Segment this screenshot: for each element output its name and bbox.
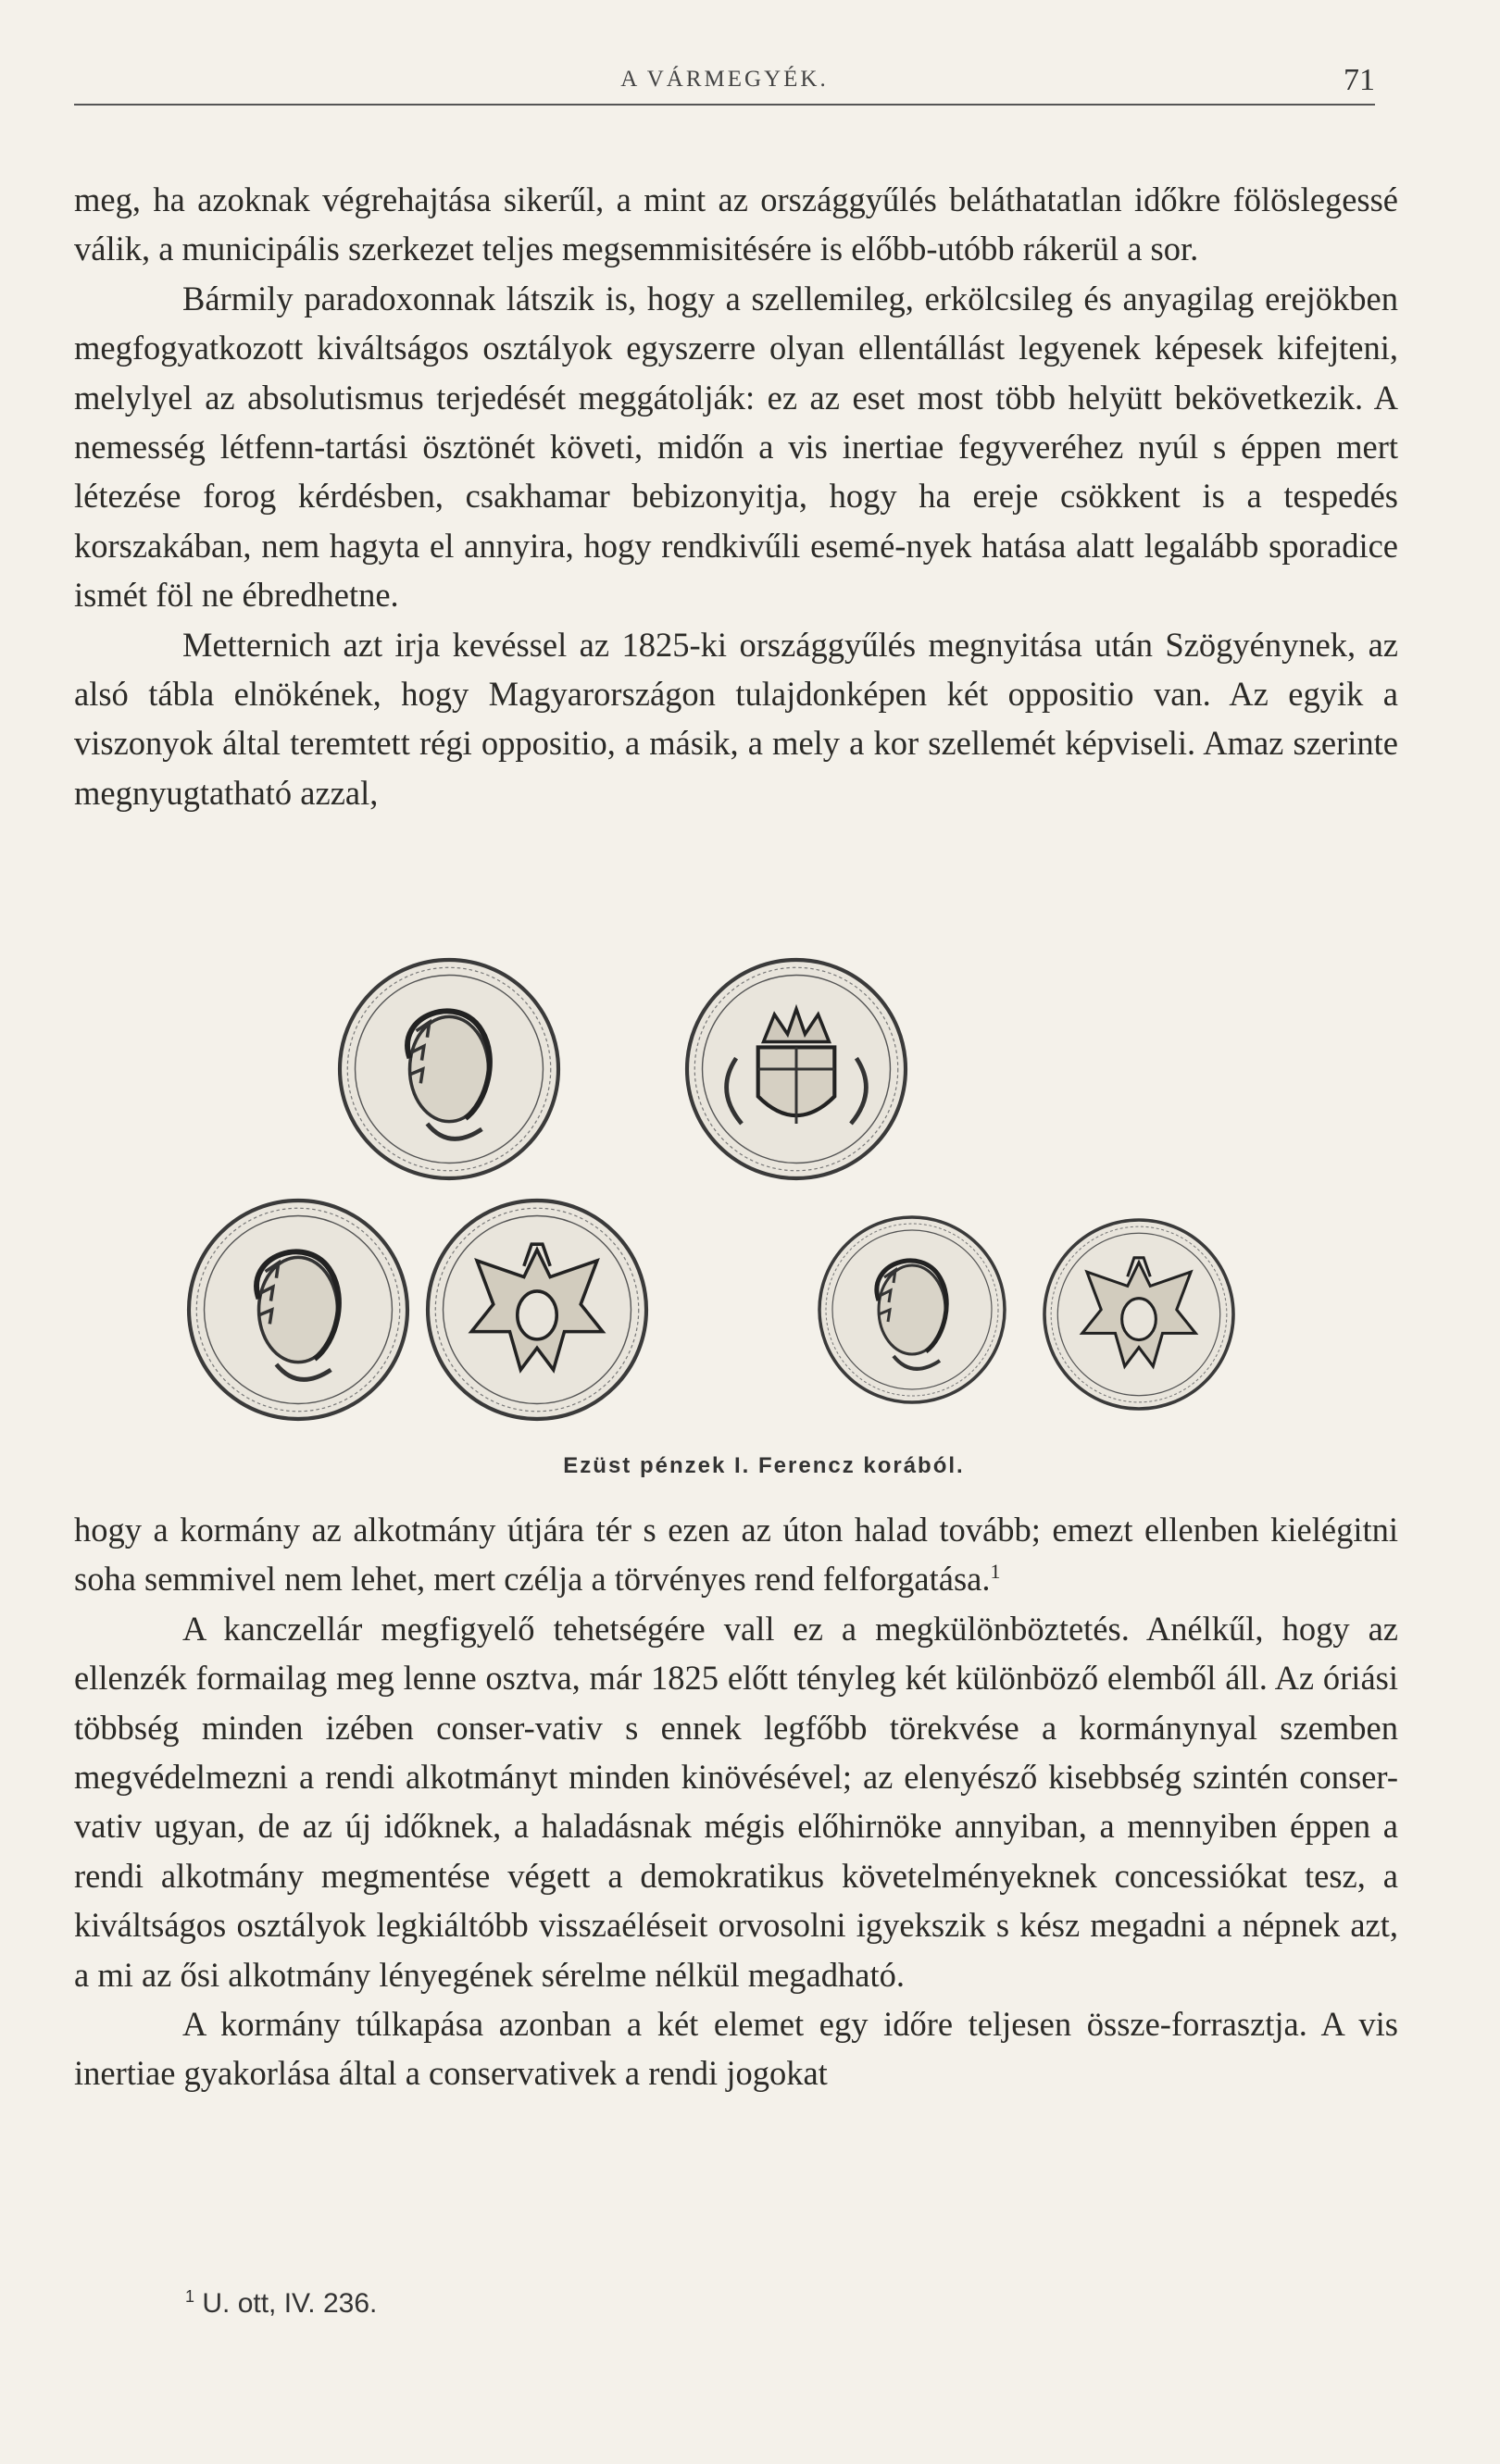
coin-2-reverse <box>428 1201 646 1419</box>
paragraph: A kormány túlkapása azonban a két elemet egy időre teljesen össze-forrasztja. A vis inertiae gyakorlása által a conservativek a rendi jogokat <box>74 2005 1398 2093</box>
coin-1-reverse <box>687 960 906 1178</box>
paragraph: A kanczellár megfigyelő tehetségére vall ez a megkülönböztetés. Anélkűl, hogy az ellenzék formailag meg lenne osztva, már 1825 előtt tényleg két különböző elemből áll. Az óriási többség minden izében conser-vativ s ennek legfőbb törekvése a kormánynyal szemben megvédelmezni a rendi alkotmányt minden kinövésével; az elenyésző kisebbség szintén conser-vativ ugyan, de az új időknek, a haladásnak mégis előhirnöke annyiban, a mennyiben éppen a rendi alkotmány megmentése végett a demokratikus követelményeknek concessiókat tesz, a kiváltságos osztályok legkiáltóbb visszaéléseit orvosolni igyekszik s kész megadni a népnek azt, a mi az ősi alkotmány lényegének sérelme nélkül megadható. <box>74 1609 1398 1994</box>
figure-caption: Ezüst pénzek I. Ferencz korából. <box>563 1453 965 1478</box>
page-number: 71 <box>1344 63 1375 97</box>
body-text-top <box>74 175 1398 817</box>
footnote-text: U. ott, IV. 236. <box>202 2288 378 2319</box>
footnote-reference[interactable]: 1 <box>990 1560 1001 1584</box>
paragraph: meg, ha azoknak végrehajtása sikerűl, a mint az országgyűlés beláthatatlan időkre fölöslegessé válik, a municipális szerkezet teljes megsemmisitésére is előbb-utóbb rákerül a sor. <box>74 180 1398 268</box>
footnote <box>185 2288 377 2320</box>
paragraph <box>74 1505 1398 1604</box>
coin-3-reverse <box>1044 1220 1233 1409</box>
body-text-bottom <box>74 1505 1398 2098</box>
paragraph: Bármily paradoxonnak látszik is, hogy a szellemileg, erkölcsileg és anyagilag erejökben megfogyatkozott kiváltságos osztályok egyszerre olyan ellentállást legyenek képesek kifejteni, melylyel az absolutismus terjedését meggátolják: ez az eset most több helyütt bekövetkezik. A nemesség létfenn-tartási ösztönét követi, midőn a vis inertiae fegyveréhez nyúl s éppen mert létezése forog kérdésben, csakhamar bebizonyitja, hogy ha ereje csökkent is a tespedés korszakában, nem hagyta el annyira, hogy rendkivűli esemé-nyek hatása alatt legalább sporadice ismét föl ne ébredhetne. <box>74 279 1398 615</box>
coin-1-obverse <box>340 960 558 1178</box>
paragraph-text: hogy a kormány az alkotmány útjára tér s ezen az úton halad tovább; emezt ellenben kielégitni soha semmivel nem lehet, mert czélja a törvényes rend felforgatása. <box>74 1511 1398 1599</box>
coin-plate <box>185 953 1343 1490</box>
paragraph: Metternich azt irja kevéssel az 1825-ki országgyűlés megnyitása után Szögyénynek, az alsó tábla elnökének, hogy Magyarországon tulajdonképen két oppositio van. Az egyik a viszonyok által teremtett régi oppositio, a másik, a mely a kor szellemét képviseli. Amaz szerinte megnyugtatható azzal, <box>74 625 1398 812</box>
coin-2-obverse <box>189 1201 407 1419</box>
page-header <box>74 63 1375 106</box>
footnote-marker: 1 <box>185 2287 195 2306</box>
coin-3-obverse <box>819 1217 1005 1402</box>
running-title: A VÁRMEGYÉK. <box>620 67 829 92</box>
coin-illustration <box>185 953 1343 1453</box>
